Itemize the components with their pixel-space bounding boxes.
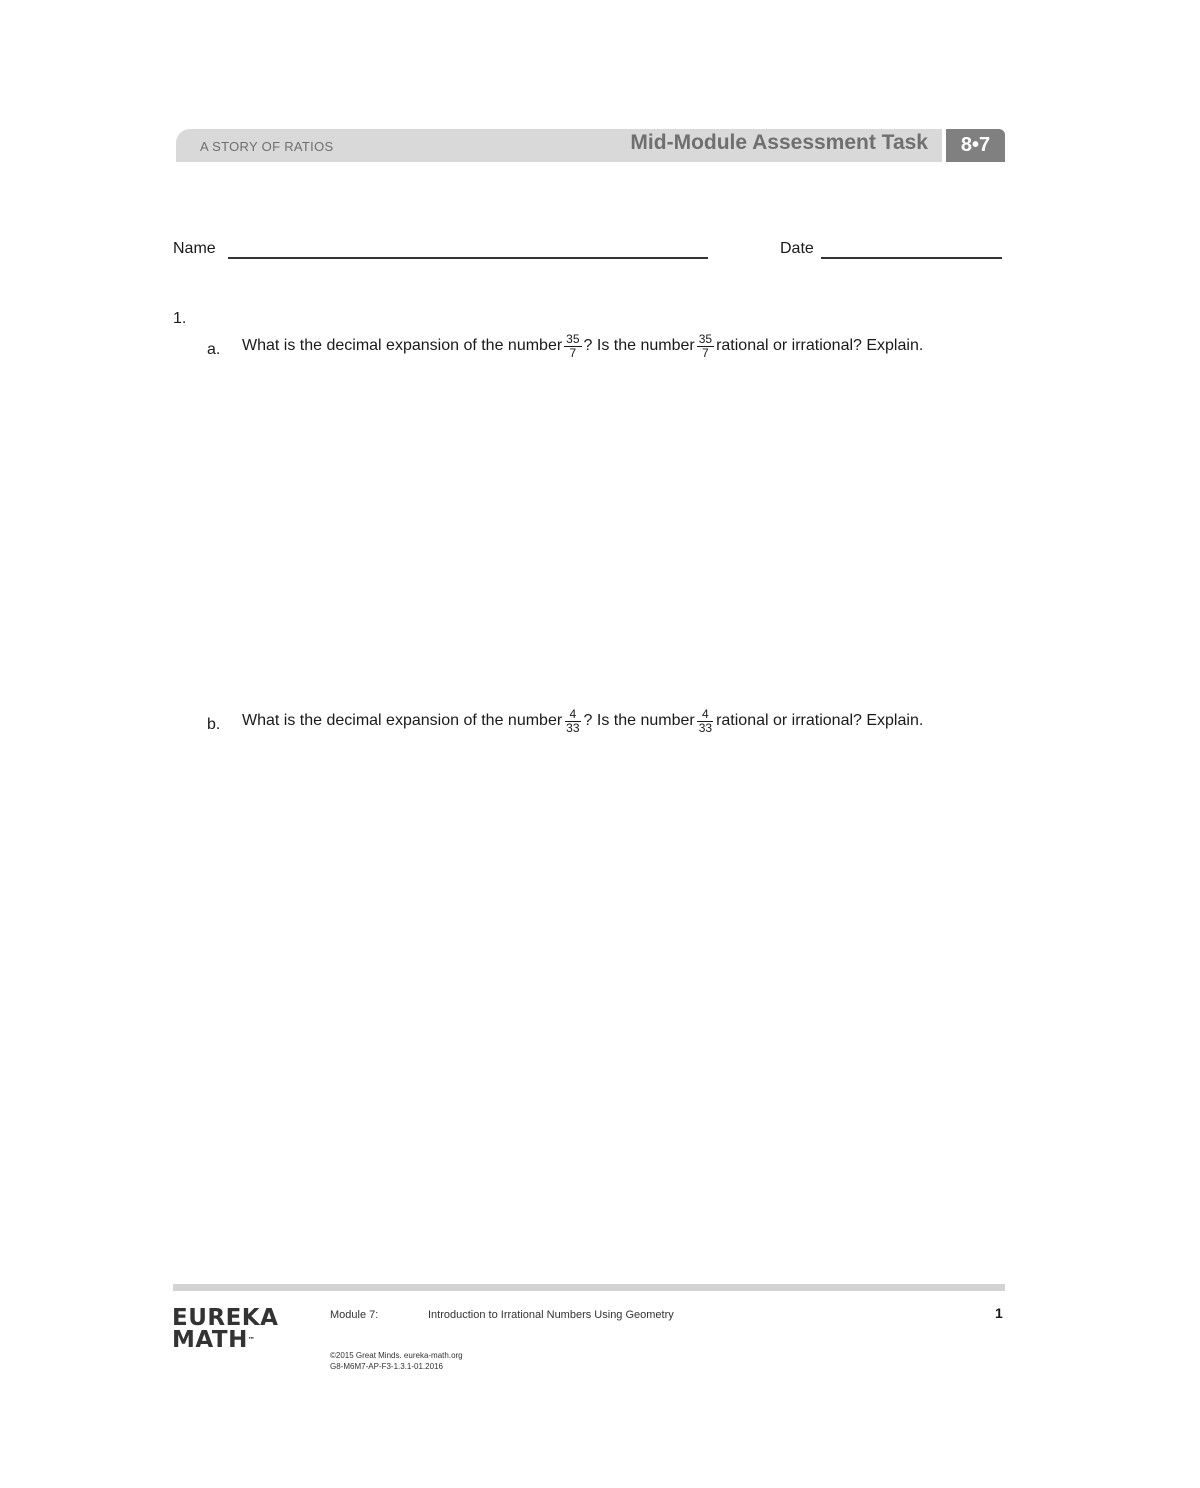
header-title: Mid-Module Assessment Task — [630, 131, 928, 154]
date-label: Date — [780, 240, 814, 257]
part-prefix: What is the decimal expansion of the number — [242, 336, 563, 354]
fraction — [697, 333, 714, 360]
page-number: 1 — [995, 1305, 1003, 1321]
part-middle: ? Is the number — [583, 336, 695, 354]
footer-copyright: ©2015 Great Minds. eureka-math.org — [330, 1351, 463, 1360]
fraction — [564, 708, 581, 735]
part-text — [242, 707, 923, 734]
fraction-denominator: 7 — [569, 346, 577, 360]
question-number: 1. — [173, 310, 187, 327]
footer-topic: Introduction to Irrational Numbers Using Geometry — [428, 1309, 674, 1321]
fraction-numerator: 4 — [565, 708, 581, 722]
name-label: Name — [173, 240, 216, 257]
part-letter: a. — [207, 341, 221, 358]
eureka-math-logo — [172, 1307, 278, 1351]
part-middle: ? Is the number — [583, 711, 695, 729]
fraction-numerator: 35 — [566, 332, 580, 346]
fraction-denominator: 33 — [698, 721, 713, 735]
part-suffix: rational or irrational? Explain. — [716, 711, 924, 729]
part-text — [242, 332, 923, 359]
footer-module: Module 7: — [330, 1309, 379, 1321]
footer-divider — [173, 1284, 1005, 1291]
date-field[interactable] — [821, 257, 1002, 259]
part-letter: b. — [207, 716, 221, 733]
header-series: A STORY OF RATIOS — [200, 139, 334, 154]
name-field[interactable] — [228, 257, 708, 259]
fraction-numerator: 35 — [698, 332, 713, 346]
fraction-denominator: 7 — [702, 346, 709, 360]
fraction — [697, 708, 714, 735]
fraction-denominator: 33 — [566, 721, 580, 735]
logo-line-1: EUREKA — [172, 1305, 279, 1331]
fraction — [564, 333, 581, 360]
fraction-numerator: 4 — [697, 708, 713, 722]
part-prefix: What is the decimal expansion of the number — [242, 711, 563, 729]
grade-module-badge: 8•7 — [946, 129, 1005, 162]
logo-line-2: MATH™ — [172, 1327, 256, 1353]
footer-code: G8-M6M7-AP-F3-1.3.1-01.2016 — [330, 1362, 443, 1371]
part-suffix: rational or irrational? Explain. — [716, 336, 924, 354]
